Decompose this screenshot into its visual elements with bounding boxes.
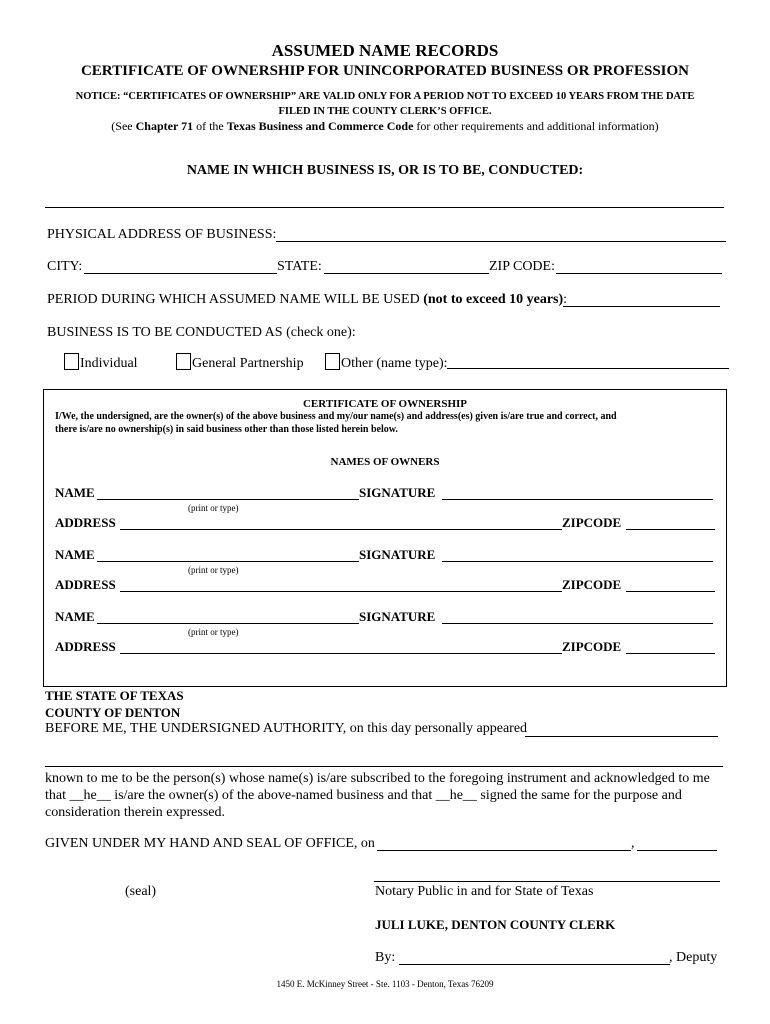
page-title: ASSUMED NAME RECORDS: [271, 41, 499, 60]
owner-2-signature-label: SIGNATURE: [359, 547, 436, 562]
given-comma: ,: [631, 836, 635, 851]
owner-2-address-label: ADDRESS: [55, 577, 116, 592]
notary-signature-field[interactable]: [374, 881, 720, 882]
owner-2-signature-field[interactable]: [442, 561, 713, 562]
notary-public-label: Notary Public in and for State of Texas: [375, 884, 594, 899]
owner-1-name-field[interactable]: [97, 499, 359, 500]
owner-3-signature-label: SIGNATURE: [359, 609, 436, 624]
city-field[interactable]: [84, 273, 277, 274]
period-colon: :: [563, 292, 568, 307]
owner-2-zipcode-field[interactable]: [626, 591, 715, 592]
by-label: By:: [375, 950, 396, 965]
owner-1-zipcode-label: ZIPCODE: [562, 515, 622, 530]
owner-1-zipcode-field[interactable]: [626, 529, 715, 530]
given-under-label: GIVEN UNDER MY HAND AND SEAL OF OFFICE, on: [45, 836, 375, 851]
period-text: PERIOD DURING WHICH ASSUMED NAME WILL BE USED: [47, 292, 424, 307]
individual-label: Individual: [80, 356, 138, 371]
period-label: [47, 292, 567, 308]
county-clerk-name: JULI LUKE, DENTON COUNTY CLERK: [375, 917, 616, 932]
owner-3-name-field[interactable]: [97, 623, 359, 624]
before-me-text: BEFORE ME, THE UNDERSIGNED AUTHORITY, on this day personally appeared: [45, 721, 528, 736]
individual-checkbox[interactable]: [64, 353, 79, 370]
conducted-as-label: BUSINESS IS TO BE CONDUCTED AS (check one):: [47, 325, 356, 340]
period-limit: (not to exceed 10 years): [423, 292, 564, 307]
reference-note: [0, 119, 770, 134]
owner-3-signature-field[interactable]: [442, 623, 713, 624]
other-checkbox[interactable]: [325, 353, 340, 370]
physical-address-field[interactable]: [276, 241, 726, 242]
owner-2-print-hint: (print or type): [188, 565, 239, 575]
notice-line-1: NOTICE: “CERTIFICATES OF OWNERSHIP” ARE VALID ONLY FOR A PERIOD NOT TO EXCEED 10 YEARS FROM THE DATE: [75, 91, 695, 102]
business-name-heading: NAME IN WHICH BUSINESS IS, OR IS TO BE, CONDUCTED:: [186, 163, 584, 178]
city-label: CITY:: [47, 259, 83, 274]
option-individual[interactable]: [64, 353, 138, 372]
owner-2-zipcode-label: ZIPCODE: [562, 577, 622, 592]
certificate-statement-line-1: I/We, the undersigned, are the owner(s) of the above business and my/our name(s) and address(es) given is/are true and correct, and: [55, 411, 617, 422]
certificate-title: CERTIFICATE OF OWNERSHIP: [302, 398, 468, 410]
acknowledgment-text: [45, 770, 710, 821]
reference-mid: of the: [193, 119, 227, 133]
certificate-statement-line-2: there is/are no ownership(s) in said business other than those listed herein below.: [55, 424, 398, 435]
physical-address-label: PHYSICAL ADDRESS OF BUSINESS:: [47, 227, 277, 242]
reference-chapter: Chapter 71: [135, 119, 194, 133]
reference-suffix: for other requirements and additional information): [413, 119, 659, 133]
reference-code: Texas Business and Commerce Code: [226, 119, 414, 133]
acknowledgment-line-3: consideration therein expressed.: [45, 805, 225, 820]
other-label: Other (name type):: [341, 356, 448, 371]
reference-prefix: (See: [111, 119, 136, 133]
period-field[interactable]: [563, 306, 720, 307]
deputy-label: , Deputy: [669, 950, 718, 965]
owner-3-name-label: NAME: [55, 609, 95, 624]
acknowledgment-line-2: that __he__ is/are the owner(s) of the above-named business and that __he__ signed the same for the purpose and: [45, 788, 682, 803]
notice-text: [40, 89, 730, 119]
owner-1-address-field[interactable]: [120, 529, 562, 530]
general-partnership-label: General Partnership: [192, 356, 304, 371]
owner-3-address-field[interactable]: [120, 653, 562, 654]
state-label: STATE:: [277, 259, 322, 274]
owners-heading: NAMES OF OWNERS: [330, 456, 440, 468]
owner-3-zipcode-label: ZIPCODE: [562, 639, 622, 654]
owner-3-address-label: ADDRESS: [55, 639, 116, 654]
notice-line-2: FILED IN THE COUNTY CLERK’S OFFICE.: [278, 106, 492, 117]
state-of-texas: THE STATE OF TEXAS: [45, 688, 184, 703]
appeared-name-field-2[interactable]: [45, 766, 723, 767]
zip-label: ZIP CODE:: [489, 259, 555, 274]
deputy-signature-field[interactable]: [399, 964, 670, 965]
general-partnership-checkbox[interactable]: [176, 353, 191, 370]
state-field[interactable]: [324, 273, 489, 274]
owner-3-print-hint: (print or type): [188, 627, 239, 637]
county-of-denton: COUNTY OF DENTON: [45, 705, 181, 720]
owner-2-name-label: NAME: [55, 547, 95, 562]
option-general-partnership[interactable]: [176, 353, 304, 372]
owner-2-name-field[interactable]: [97, 561, 359, 562]
seal-label: (seal): [125, 884, 157, 899]
page-subtitle: CERTIFICATE OF OWNERSHIP FOR UNINCORPORATED BUSINESS OR PROFESSION: [80, 63, 690, 79]
zip-field[interactable]: [556, 273, 722, 274]
owner-2-address-field[interactable]: [120, 591, 562, 592]
certificate-statement: [55, 410, 715, 436]
owner-1-print-hint: (print or type): [188, 503, 239, 513]
option-other[interactable]: [325, 353, 448, 372]
owner-1-name-label: NAME: [55, 485, 95, 500]
owner-3-zipcode-field[interactable]: [626, 653, 715, 654]
given-date-field[interactable]: [377, 850, 631, 851]
given-year-field[interactable]: [637, 850, 717, 851]
owner-1-signature-field[interactable]: [442, 499, 713, 500]
business-name-field[interactable]: [45, 207, 724, 208]
owner-1-signature-label: SIGNATURE: [359, 485, 436, 500]
other-name-type-field[interactable]: [447, 368, 729, 369]
acknowledgment-line-1: known to me to be the person(s) whose name(s) is/are subscribed to the foregoing instrument and acknowledged to me: [45, 771, 710, 786]
appeared-name-field[interactable]: [525, 736, 718, 737]
owner-1-address-label: ADDRESS: [55, 515, 116, 530]
footer-address: 1450 E. McKinney Street - Ste. 1103 - Denton, Texas 76209: [276, 979, 494, 989]
